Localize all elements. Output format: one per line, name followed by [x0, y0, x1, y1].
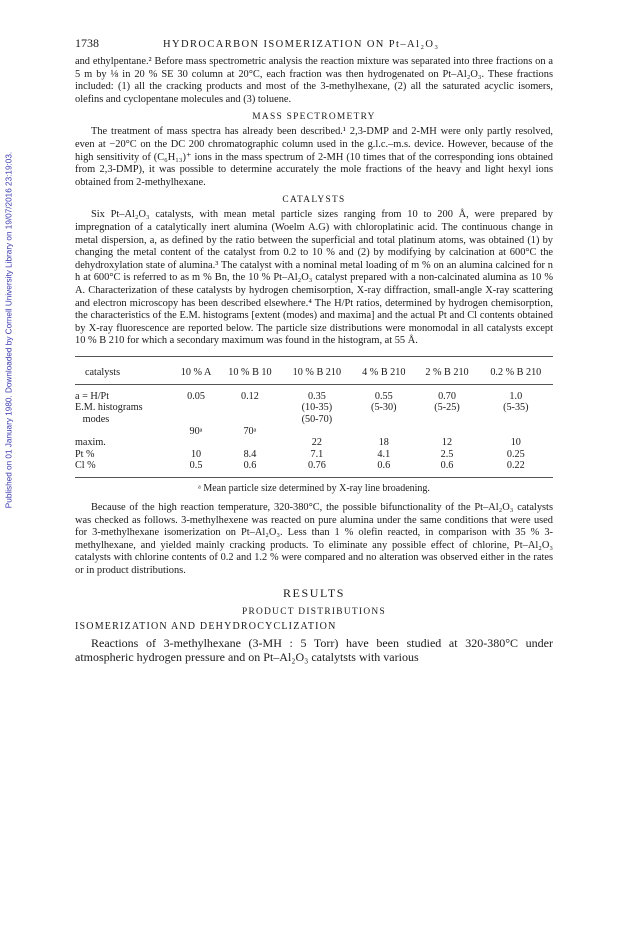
table-cell: (10-35)	[301, 402, 333, 414]
table-cell: a = H/Pt	[75, 390, 110, 402]
table-header-cell: 0.2 % B 210	[479, 356, 553, 384]
page-header	[75, 36, 553, 52]
table-cell: 2.5	[440, 448, 454, 460]
table-header-cell: catalysts	[75, 356, 174, 384]
table-cell: 0.6	[415, 460, 478, 477]
table-cell: modes	[75, 414, 110, 426]
table-cell: 18	[378, 437, 389, 449]
table-cell: 10	[190, 448, 202, 460]
table-cell: 12	[441, 437, 453, 449]
table-cell: maxim.	[75, 437, 106, 449]
table-cell: 0.5	[174, 460, 219, 477]
running-title: HYDROCARBON ISOMERIZATION ON Pt–Al₂O₃	[163, 39, 440, 50]
table-header-cell: 10 % B 210	[282, 356, 353, 384]
table-row	[75, 414, 553, 426]
table-cell: 0.25	[506, 448, 525, 460]
table-cell: 0.6	[352, 460, 415, 477]
catalyst-table	[75, 356, 553, 478]
intro-paragraph: and ethylpentane.² Before mass spectrometric analysis the reaction mixture was separated into three fractions on a 5 m by ⅛ in 20 % SE 30 column at 20°C, each fraction was then hydrogenated on Pt–Al₂O₃. These fractions included: (1) all the cracking products and most of the 3-methylhexane, (2) all the saturated acyclic isomers, olefins and cyclopentane molecules and (3) toluene.	[75, 56, 553, 105]
table-row	[75, 402, 553, 414]
table-cell	[218, 414, 281, 426]
table-cell: E.M. histograms	[75, 402, 143, 414]
table-header-cell: 10 % A	[174, 356, 219, 384]
table-cell: (5-35)	[503, 402, 529, 414]
table-header-cell: 2 % B 210	[415, 356, 478, 384]
isomerization-heading: ISOMERIZATION AND DEHYDROCYCLIZATION	[75, 620, 337, 632]
table-cell: 4.1	[377, 448, 391, 460]
table-cell: Cl %	[75, 460, 174, 477]
table-header-cell: 4 % B 210	[352, 356, 415, 384]
table-cell: 0.76	[282, 460, 353, 477]
table-cell: 1.0	[509, 390, 523, 402]
table-cell: 90ᵃ	[189, 425, 203, 437]
table-cell: 7.1	[310, 448, 324, 460]
table-cell	[75, 426, 174, 438]
table-footnote: ᵃ Mean particle size determined by X-ray line broadening.	[198, 483, 430, 495]
table-cell	[415, 426, 478, 438]
table-cell	[282, 426, 353, 438]
table-cell: 10	[510, 437, 521, 449]
results-heading: RESULTS	[282, 585, 346, 600]
table-cell: (5-30)	[371, 402, 397, 414]
table-cell: 0.12	[241, 390, 259, 402]
table-row	[75, 460, 553, 477]
download-stamp	[2, 60, 16, 600]
mass-spectrometry-paragraph: The treatment of mass spectra has already been described.¹ 2,3-DMP and 2-MH were only partly resolved, even at −20°C on the DC 200 chromatographic column used in the g.l.c.–m.s. device. However, because of the high sensitivity of (C₆H₁₃)⁺ ions in the mass spectrum of 2-MH (10 times that of the corresponding ions obtained from 2,3-DMP), it was possible to determine accurately the mole fractions of the heavy and light hexyl ions obtained from 2-methylhexane.	[75, 126, 553, 188]
table-row	[75, 449, 553, 461]
results-paragraph: Reactions of 3-methylhexane (3-MH : 5 Torr) have been studied at 320-380°C under atmospheric hydrogen pressure and on Pt–Al₂O₃ catalytsts with various	[75, 635, 553, 665]
table-cell	[174, 414, 219, 426]
table-cell	[352, 414, 415, 426]
mass-spectrometry-heading: MASS SPECTROMETRY	[252, 112, 376, 123]
table-cell	[415, 414, 478, 426]
table-cell: 0.70	[438, 390, 456, 402]
table-row	[75, 426, 553, 438]
table-cell	[218, 437, 281, 449]
table-cell	[479, 414, 553, 426]
product-distributions-heading: PRODUCT DISTRIBUTIONS	[241, 606, 387, 617]
table-cell: 22	[311, 437, 322, 449]
table-header-cell: 10 % B 10	[218, 356, 281, 384]
table-cell: 8.4	[243, 448, 257, 460]
table-cell: 0.6	[218, 460, 281, 477]
table-row	[75, 437, 553, 449]
table-cell	[352, 426, 415, 438]
page-number: 1738	[75, 36, 99, 50]
journal-page	[75, 36, 553, 669]
table-cell: 0.35	[307, 390, 326, 402]
table-cell: (5-25)	[434, 402, 460, 414]
table-row	[75, 384, 553, 402]
table-cell: 0.05	[187, 390, 205, 402]
table-cell	[479, 426, 553, 438]
table-cell	[174, 437, 219, 449]
catalysts-heading: CATALYSTS	[282, 195, 346, 206]
table-cell	[218, 402, 281, 414]
download-stamp-text: Published on 01 January 1980. Downloaded by Cornell University Library on 19/07/2016 23:19:03.	[4, 151, 14, 509]
bifunctionality-paragraph: Because of the high reaction temperature, 320-380°C, the possible bifunctionality of the Pt–Al₂O₃ catalysts was checked as follows. 3-methylhexene was reacted on pure alumina under the same conditions that were used for 3-methylhexane isomerization on Pt–Al₂O₃. Less than 1 % olefin reacted, in comparison with 35 % 3-methylhexane, and yielded mainly cracking products. To eliminate any possible effect of chlorine, Pt–Al₂O₃ catalysts with chlorine contents of 0.2 and 1.2 % were compared and no alteration was observed either in the rates or in product distributions.	[75, 502, 553, 576]
table-cell	[174, 402, 219, 414]
table-cell: Pt %	[75, 448, 95, 460]
catalysts-paragraph: Six Pt–Al₂O₃ catalysts, with mean metal particle sizes ranging from 10 to 200 Å, were prepared by impregnation of a catalytically inert alumina (Woelm A.G) with chloroplatinic acid. The continuous change in metal dispersion, a, as defined by the ratio between the superficial and total platinum atoms, was obtained (1) by changing the metal content of the catalyst from 0.2 to 10 % and (2) by modifying by calcination at 600°C the dehydroxylation state of alumina.³ The catalyst with a nominal metal loading of m % on an alumina calcined for n h at 600°C is referred to as m % Bn, the 10 % Pt–Al₂O₃ catalyst prepared with a non-calcinated alumina as 10 % A. Characterization of these catalysts by hydrogen chemisorption, X-ray diffraction, small-angle X-ray scattering and electron microscopy has been described elsewhere.⁴ The H/Pt ratios, determined by hydrogen chemisorption, the characteristics of the E.M. histograms [extent (modes) and maxima] and the actual Pt and Cl contents obtained by X-ray fluorescence are reported below. The particle size distributions were monomodal in all catalysts except 10 % B 210 for which a secondary maximum was found in the histogram, at 55 Å.	[75, 209, 553, 347]
table-header-row	[75, 356, 553, 384]
table-cell: 70ᵃ	[243, 425, 257, 437]
table-cell: 0.22	[479, 460, 553, 477]
table-cell: 0.55	[374, 390, 393, 402]
table-cell: (50-70)	[301, 414, 333, 426]
